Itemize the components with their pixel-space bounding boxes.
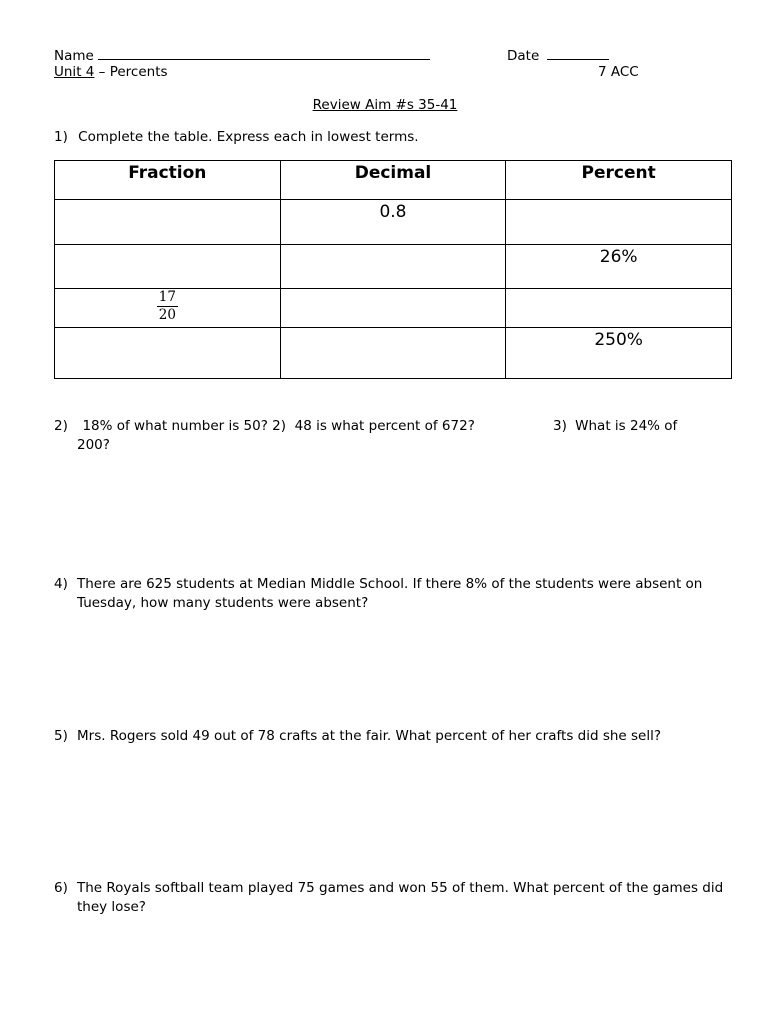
question-2-continuation: 200? (77, 437, 110, 453)
question-4-number: 4) (54, 576, 68, 592)
question-5-text: Mrs. Rogers sold 49 out of 78 crafts at the fair. What percent of her crafts did she sell? (77, 728, 662, 744)
decimal-cell[interactable] (280, 200, 506, 245)
fraction-denominator: 20 (158, 307, 176, 323)
table-row (55, 200, 732, 245)
date-label: Date (507, 48, 540, 64)
page-title: Review Aim #s 35-41 (312, 97, 458, 113)
table-header-row (55, 161, 732, 200)
header-decimal: Decimal (280, 161, 506, 200)
date-line (507, 47, 609, 64)
name-label: Name (54, 48, 94, 64)
question-1-number: 1) (54, 129, 68, 145)
date-blank[interactable] (547, 47, 609, 60)
question-4-text: There are 625 students at Median Middle School. If there 8% of the students were absent on Tuesday, how many students were absent? (77, 576, 703, 611)
percent-cell[interactable] (506, 289, 732, 328)
fraction-numerator: 17 (158, 289, 176, 305)
conversion-table (54, 160, 732, 379)
question-5 (54, 727, 737, 746)
fraction-cell[interactable] (55, 328, 281, 379)
unit-label: Unit 4 (54, 64, 95, 80)
percent-value: 250% (594, 330, 643, 350)
question-2-text: 18% of what number is 50? 2) 48 is what percent of 672? (73, 418, 475, 434)
question-6-number: 6) (54, 880, 68, 896)
percent-cell[interactable] (506, 328, 732, 379)
question-6 (54, 879, 737, 917)
name-blank[interactable] (98, 47, 430, 60)
percent-cell[interactable] (506, 245, 732, 289)
decimal-value: 0.8 (379, 202, 407, 222)
question-1 (54, 128, 419, 147)
question-3-text: What is 24% of (575, 418, 678, 434)
unit-line (54, 64, 168, 80)
fraction-cell[interactable] (55, 245, 281, 289)
question-3 (553, 417, 677, 436)
question-2-number: 2) (54, 418, 68, 434)
fraction-cell[interactable] (55, 289, 281, 328)
question-3-number: 3) (553, 418, 567, 434)
name-line (54, 47, 430, 64)
decimal-cell[interactable] (280, 289, 506, 328)
question-5-number: 5) (54, 728, 68, 744)
table-row (55, 328, 732, 379)
table-row (55, 289, 732, 328)
decimal-cell[interactable] (280, 245, 506, 289)
question-6-text: The Royals softball team played 75 games and won 55 of them. What percent of the games did they lose? (77, 880, 724, 915)
unit-topic: – Percents (94, 64, 168, 80)
question-1-text: Complete the table. Express each in lowest terms. (78, 129, 419, 145)
decimal-cell[interactable] (280, 328, 506, 379)
table-row (55, 245, 732, 289)
fraction-cell[interactable] (55, 200, 281, 245)
header-percent: Percent (506, 161, 732, 200)
percent-value: 26% (599, 247, 638, 267)
question-2 (54, 417, 475, 436)
class-label: 7 ACC (598, 64, 639, 80)
percent-cell[interactable] (506, 200, 732, 245)
fraction-value (157, 290, 178, 323)
header-fraction: Fraction (55, 161, 281, 200)
question-4 (54, 575, 717, 613)
